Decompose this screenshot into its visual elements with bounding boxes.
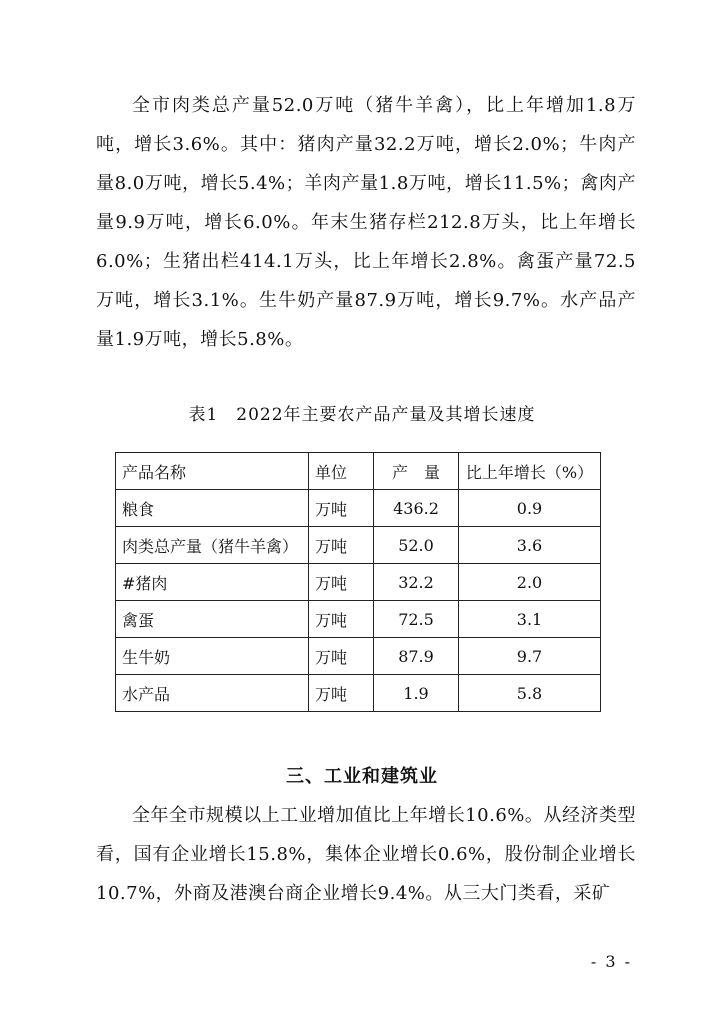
table-row [116, 564, 601, 601]
cell-product: 粮食 [116, 490, 309, 527]
cell-unit: 万吨 [309, 638, 374, 675]
header-output: 产 量 [374, 453, 459, 490]
cell-product: 禽蛋 [116, 601, 309, 638]
cell-growth: 3.6 [459, 527, 601, 564]
cell-unit: 万吨 [309, 564, 374, 601]
cell-product: 生牛奶 [116, 638, 309, 675]
header-unit: 单位 [309, 453, 374, 490]
cell-unit: 万吨 [309, 675, 374, 712]
table-row [116, 675, 601, 712]
cell-growth: 3.1 [459, 601, 601, 638]
cell-output: 52.0 [374, 527, 459, 564]
header-growth: 比上年增长（%） [459, 453, 601, 490]
cell-output: 87.9 [374, 638, 459, 675]
table-row [116, 527, 601, 564]
table-row [116, 490, 601, 527]
cell-growth: 9.7 [459, 638, 601, 675]
cell-product: 水产品 [116, 675, 309, 712]
cell-growth: 2.0 [459, 564, 601, 601]
cell-growth: 0.9 [459, 490, 601, 527]
paragraph-industry: 全年全市规模以上工业增加值比上年增长10.6%。从经济类型看，国有企业增长15.8%，集体企业增长0.6%，股份制企业增长10.7%，外商及港澳台商企业增长9.4%。从三大门类看，采矿 [96, 805, 636, 904]
header-product-name: 产品名称 [116, 453, 309, 490]
table-header-row [116, 453, 601, 490]
cell-product: #猪肉 [116, 564, 309, 601]
cell-output: 436.2 [374, 490, 459, 527]
cell-unit: 万吨 [309, 601, 374, 638]
cell-output: 32.2 [374, 564, 459, 601]
cell-output: 1.9 [374, 675, 459, 712]
paragraph-livestock: 全市肉类总产量52.0万吨（猪牛羊禽），比上年增加1.8万吨，增长3.6%。其中：猪肉产量32.2万吨，增长2.0%；牛肉产量8.0万吨，增长5.4%；羊肉产量1.8万吨，增长11.5%；禽肉产量9.9万吨，增长6.0%。年末生猪存栏212.8万头，比上年增长6.0%；生猪出栏414.1万头，比上年增长2.8%。禽蛋产量72.5万吨，增长3.1%。生牛奶产量87.9万吨，增长9.7%。水产品产量1.9万吨，增长5.8%。 [96, 95, 636, 350]
page-number: - 3 - [590, 952, 632, 971]
section-title: 三、工业和建筑业 [286, 766, 438, 787]
table-caption: 表1 2022年主要农产品产量及其增长速度 [188, 405, 536, 425]
cell-product: 肉类总产量（猪牛羊禽） [116, 527, 309, 564]
cell-unit: 万吨 [309, 490, 374, 527]
cell-unit: 万吨 [309, 527, 374, 564]
table-row [116, 638, 601, 675]
table-row [116, 601, 601, 638]
cell-growth: 5.8 [459, 675, 601, 712]
cell-output: 72.5 [374, 601, 459, 638]
agri-products-table [115, 452, 601, 712]
